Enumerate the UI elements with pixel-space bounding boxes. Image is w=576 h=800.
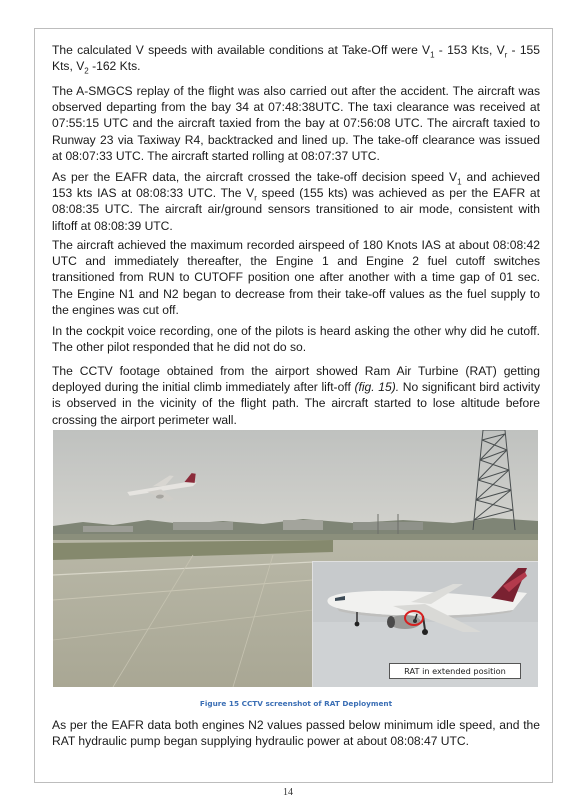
paragraph-cockpit-voice: In the cockpit voice recording, one of the pilots is heard asking the other why did he cutoff. The other pilot responded that he did not do so.	[52, 324, 540, 355]
figure-caption: Figure 15 CCTV screenshot of RAT Deployment	[199, 699, 393, 708]
rat-inset-label: RAT in extended position	[389, 663, 521, 679]
cctv-screenshot-figure	[53, 430, 538, 687]
rat-closeup-inset	[312, 561, 538, 687]
paragraph-asmgcs-replay: The A-SMGCS replay of the flight was also carried out after the accident. The aircraft was observed departing from the bay 34 at 07:48:38UTC. The taxi clearance was received at 07:55:15 UTC and the aircraft taxied from the bay at 07:56:08 UTC. The aircraft taxied to Runway 23 via Taxiway R4, backtracked and lined up. The take-off clearance was issued at 08:07:33 UTC. The aircraft started rolling at 08:07:37 UTC.	[52, 84, 540, 163]
page-number: 14	[283, 787, 293, 798]
paragraph-fuel-cutoff: The aircraft achieved the maximum recorded airspeed of 180 Knots IAS at about 08:08:42 UTC and immediately thereafter, the Engine 1 and Engine 2 fuel cutoff switches transitioned from RUN to CUTOFF position one after another with a time gap of 01 sec. The Engine N1 and N2 began to decrease from their take-off values as the fuel supply to the engines was cut off.	[52, 238, 540, 317]
paragraph-cctv-footage: The CCTV footage obtained from the airport showed Ram Air Turbine (RAT) getting deployed during the initial climb immediately after lift-off (fig. 15). No significant bird activity is observed in the vicinity of the flight path. The aircraft started to lose altitude before crossing the airport perimeter wall.	[52, 364, 540, 427]
paragraph-v-speeds: The calculated V speeds with available conditions at Take-Off were $V_1 - 153$ Kts, $V_r - 155$ Kts, $V_2$ -162 Kts.	[52, 43, 540, 76]
paragraph-n2-rat-pump: As per the EAFR data both engines N2 values passed below minimum idle speed, and the RAT hydraulic pump began supplying hydraulic power at about 08:08:47 UTC.	[52, 718, 540, 749]
paragraph-eafr-takeoff: As per the EAFR data, the aircraft crossed the take-off decision speed $V_1$ and achieved 153 kts IAS at 08:08:33 UTC. The $V_r$ speed (155 kts) was achieved as per the EAFR at 08:08:35 UTC. The aircraft air/ground sensors transitioned to air mode, consistent with liftoff at 08:08:39 UTC.	[52, 170, 541, 233]
